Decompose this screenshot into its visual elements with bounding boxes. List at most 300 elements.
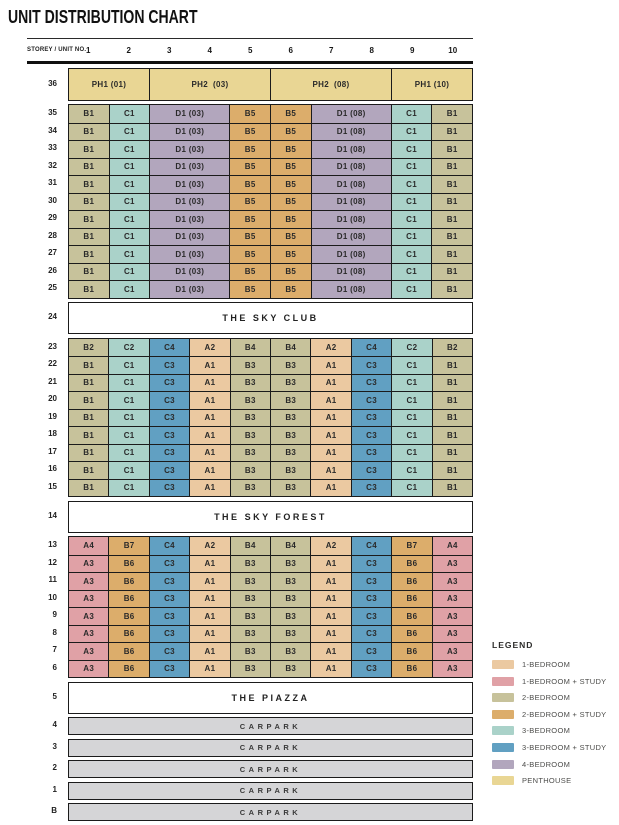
unit-cell: D1 (03)	[149, 159, 229, 176]
storey-group	[27, 717, 473, 735]
storey-label-column	[27, 760, 68, 778]
storey-group	[27, 536, 473, 678]
storey-label-column	[27, 302, 68, 334]
storey-label: 31	[48, 178, 57, 187]
unit-cell: B5	[229, 194, 270, 211]
unit-cell: C3	[149, 591, 189, 608]
unit-cell: B1	[69, 159, 109, 176]
unit-row	[69, 193, 472, 211]
unit-cell: A1	[189, 480, 229, 497]
unit-cell: A1	[189, 462, 229, 479]
unit-cell: C1	[109, 246, 150, 263]
unit-cell: C1	[391, 462, 431, 479]
legend-label: 3-BEDROOM + STUDY	[522, 742, 607, 752]
unit-cell: B3	[270, 626, 310, 643]
unit-cell: D1 (08)	[311, 124, 391, 141]
storey-label: 5	[52, 691, 57, 701]
unit-cell: C1	[109, 229, 150, 246]
unit-cell: D1 (08)	[311, 264, 391, 281]
unit-cell: B1	[432, 410, 472, 427]
unit-cell: C3	[149, 626, 189, 643]
unit-cell: A3	[432, 573, 472, 590]
storey-label: 23	[48, 341, 57, 351]
storey-group	[27, 803, 473, 821]
unit-cell: A1	[310, 556, 350, 573]
legend-title: LEGEND	[492, 640, 534, 650]
legend-swatch	[492, 743, 514, 752]
legend-swatch	[492, 660, 514, 669]
unit-cell: C3	[149, 410, 189, 427]
header-bottom-rule	[27, 61, 473, 64]
unit-row	[69, 660, 472, 678]
unit-cell: A1	[189, 392, 229, 409]
rows-container	[27, 68, 473, 822]
column-header: 1	[86, 45, 91, 55]
storey-label: 13	[48, 540, 57, 549]
unit-cell: A1	[310, 445, 350, 462]
unit-row	[69, 158, 472, 176]
column-header: 2	[126, 45, 131, 55]
unit-cell: B1	[69, 194, 109, 211]
unit-cell: A3	[69, 573, 108, 590]
unit-cell: C3	[351, 375, 391, 392]
storey-label: 2	[52, 763, 57, 772]
unit-cell: B5	[229, 176, 270, 193]
legend-swatch	[492, 710, 514, 719]
unit-row	[69, 69, 472, 100]
storey-label: 12	[48, 557, 57, 567]
unit-cell: PH1 (01)	[69, 69, 149, 100]
storey-group	[27, 760, 473, 778]
legend-label: 2-BEDROOM + STUDY	[522, 709, 607, 719]
unit-cell: A1	[189, 661, 229, 678]
storey-label: 4	[52, 720, 57, 729]
unit-cell: C1	[109, 281, 150, 298]
legend-items	[492, 660, 619, 785]
unit-row	[69, 105, 472, 123]
unit-cell: B1	[69, 357, 108, 374]
unit-cell: A3	[69, 661, 108, 678]
legend-label: PENTHOUSE	[522, 776, 572, 786]
unit-row	[69, 123, 472, 141]
storey-label: 14	[48, 510, 57, 520]
unit-row	[69, 642, 472, 660]
unit-cell: A3	[432, 556, 472, 573]
unit-cell: C1	[108, 462, 148, 479]
unit-cell: D1 (08)	[311, 105, 391, 123]
unit-cell: D1 (08)	[311, 281, 391, 298]
legend-label: 1-BEDROOM + STUDY	[522, 676, 607, 686]
unit-row	[69, 607, 472, 625]
unit-cell: C4	[351, 339, 391, 357]
storey-label: 1	[52, 784, 57, 794]
unit-area	[68, 68, 473, 101]
unit-cell: C3	[149, 375, 189, 392]
unit-cell: B3	[270, 392, 310, 409]
unit-row	[69, 210, 472, 228]
header-columns	[68, 46, 473, 55]
unit-cell: A1	[310, 608, 350, 625]
unit-cell: B1	[69, 392, 108, 409]
unit-cell: C1	[391, 445, 431, 462]
unit-cell: C1	[391, 211, 432, 228]
unit-cell: D1 (03)	[149, 281, 229, 298]
unit-cell: C3	[351, 445, 391, 462]
unit-cell: A3	[432, 591, 472, 608]
unit-row	[69, 572, 472, 590]
unit-cell: B1	[432, 427, 472, 444]
unit-cell: A3	[432, 626, 472, 643]
storey-label: 28	[48, 230, 57, 240]
legend-item	[492, 677, 619, 686]
unit-cell: C3	[149, 427, 189, 444]
unit-area	[68, 338, 473, 498]
unit-row	[69, 263, 472, 281]
unit-cell: B6	[391, 626, 431, 643]
storey-label: 27	[48, 248, 57, 257]
storey-label: 30	[48, 195, 57, 205]
unit-area	[68, 302, 473, 334]
legend-item	[492, 776, 619, 785]
column-header: 8	[369, 45, 374, 55]
unit-cell: A1	[310, 427, 350, 444]
unit-cell: B1	[431, 124, 472, 141]
unit-cell: D1 (03)	[149, 141, 229, 158]
unit-cell: B3	[230, 573, 270, 590]
unit-cell: B2	[432, 339, 472, 357]
unit-cell: B3	[270, 608, 310, 625]
unit-cell: A2	[310, 339, 350, 357]
unit-cell: B2	[69, 339, 108, 357]
unit-cell: B3	[230, 626, 270, 643]
unit-cell: B3	[230, 643, 270, 660]
storey-label-column	[27, 536, 68, 678]
unit-row	[69, 280, 472, 298]
unit-cell: B5	[270, 141, 311, 158]
carpark-row: CARPARK	[69, 718, 472, 734]
unit-cell: D1 (03)	[149, 246, 229, 263]
unit-cell: A3	[432, 608, 472, 625]
unit-cell: C4	[351, 537, 391, 555]
unit-cell: C3	[351, 608, 391, 625]
unit-cell: A1	[310, 661, 350, 678]
unit-cell: B1	[431, 159, 472, 176]
legend-item	[492, 693, 619, 702]
unit-row	[69, 409, 472, 427]
unit-cell: B1	[431, 229, 472, 246]
unit-cell: A2	[310, 537, 350, 555]
unit-cell: C3	[351, 427, 391, 444]
storey-label: 17	[48, 446, 57, 456]
unit-cell: C3	[351, 661, 391, 678]
column-header: 5	[248, 45, 253, 55]
storey-label-column	[27, 782, 68, 800]
unit-cell: A4	[69, 537, 108, 555]
unit-cell: B3	[230, 591, 270, 608]
unit-row	[69, 461, 472, 479]
unit-row	[69, 426, 472, 444]
unit-cell: PH1 (10)	[391, 69, 472, 100]
unit-cell: C1	[391, 281, 432, 298]
unit-row	[69, 339, 472, 357]
unit-cell: D1 (08)	[311, 176, 391, 193]
storey-label: 19	[48, 411, 57, 421]
column-header: 7	[329, 45, 334, 55]
unit-row	[69, 590, 472, 608]
unit-cell: C3	[351, 357, 391, 374]
unit-cell: B5	[229, 229, 270, 246]
unit-cell: B3	[270, 462, 310, 479]
unit-cell: C3	[149, 556, 189, 573]
storey-label: 26	[48, 265, 57, 275]
unit-row	[69, 245, 472, 263]
unit-cell: B3	[270, 573, 310, 590]
storey-group	[27, 739, 473, 757]
unit-cell: C1	[391, 264, 432, 281]
unit-distribution-chart	[27, 38, 473, 825]
unit-cell: B7	[108, 537, 148, 555]
unit-area	[68, 803, 473, 821]
unit-area	[68, 717, 473, 735]
unit-cell: A1	[310, 375, 350, 392]
unit-cell: B3	[270, 427, 310, 444]
unit-cell: C3	[149, 573, 189, 590]
unit-cell: C3	[351, 462, 391, 479]
unit-cell: B1	[431, 105, 472, 123]
page-title: UNIT DISTRIBUTION CHART	[8, 7, 198, 27]
unit-row	[69, 479, 472, 497]
unit-cell: A1	[189, 626, 229, 643]
section-row: THE SKY CLUB	[69, 303, 472, 333]
unit-cell: A1	[189, 573, 229, 590]
unit-cell: B1	[69, 176, 109, 193]
storey-label-column	[27, 682, 68, 714]
unit-cell: D1 (03)	[149, 124, 229, 141]
storey-label: 15	[48, 481, 57, 491]
unit-cell: C1	[108, 392, 148, 409]
unit-cell: B1	[431, 264, 472, 281]
unit-cell: D1 (03)	[149, 211, 229, 228]
unit-cell: B1	[431, 194, 472, 211]
unit-cell: A1	[310, 573, 350, 590]
unit-cell: B3	[270, 556, 310, 573]
unit-cell: C1	[391, 194, 432, 211]
storey-label: 21	[48, 376, 57, 386]
section-row: THE PIAZZA	[69, 683, 472, 713]
storey-label: 33	[48, 143, 57, 152]
unit-row	[69, 391, 472, 409]
unit-cell: D1 (08)	[311, 229, 391, 246]
unit-cell: B3	[230, 410, 270, 427]
storey-group	[27, 104, 473, 299]
unit-cell: B5	[270, 124, 311, 141]
unit-cell: A3	[69, 591, 108, 608]
unit-cell: A1	[310, 626, 350, 643]
storey-label: 16	[48, 464, 57, 473]
unit-cell: C1	[391, 392, 431, 409]
unit-cell: C1	[391, 427, 431, 444]
unit-cell: B5	[229, 141, 270, 158]
unit-cell: B6	[108, 556, 148, 573]
unit-cell: C1	[109, 159, 150, 176]
unit-cell: B1	[431, 211, 472, 228]
unit-cell: A1	[189, 608, 229, 625]
unit-cell: B1	[69, 124, 109, 141]
legend-item	[492, 726, 619, 735]
unit-cell: B6	[391, 608, 431, 625]
header-row	[27, 39, 473, 61]
legend-swatch	[492, 776, 514, 785]
storey-label: 20	[48, 394, 57, 403]
unit-cell: B4	[230, 339, 270, 357]
unit-cell: C1	[108, 357, 148, 374]
unit-cell: B1	[69, 105, 109, 123]
unit-cell: C1	[391, 141, 432, 158]
storey-label-column	[27, 338, 68, 498]
storey-label: 32	[48, 160, 57, 170]
unit-cell: B1	[69, 229, 109, 246]
unit-cell: B5	[270, 105, 311, 123]
unit-cell: A3	[69, 556, 108, 573]
unit-cell: B5	[270, 176, 311, 193]
section-row: THE SKY FOREST	[69, 502, 472, 532]
unit-cell: C3	[351, 591, 391, 608]
unit-cell: B4	[270, 339, 310, 357]
unit-cell: C1	[391, 357, 431, 374]
unit-cell: B1	[431, 176, 472, 193]
unit-area	[68, 104, 473, 299]
unit-cell: A1	[310, 591, 350, 608]
unit-cell: D1 (08)	[311, 246, 391, 263]
unit-cell: B1	[69, 462, 108, 479]
unit-cell: B5	[229, 159, 270, 176]
unit-cell: B3	[230, 445, 270, 462]
storey-label: 6	[52, 662, 57, 672]
unit-cell: B1	[69, 410, 108, 427]
unit-cell: B1	[69, 246, 109, 263]
unit-cell: C4	[149, 339, 189, 357]
unit-cell: B5	[229, 211, 270, 228]
unit-cell: B1	[432, 392, 472, 409]
unit-cell: B6	[391, 591, 431, 608]
unit-cell: B5	[229, 281, 270, 298]
legend-swatch	[492, 760, 514, 769]
unit-cell: A1	[189, 556, 229, 573]
unit-cell: C1	[391, 375, 431, 392]
unit-cell: B6	[108, 643, 148, 660]
unit-row	[69, 175, 472, 193]
storey-group	[27, 68, 473, 101]
unit-cell: B3	[270, 591, 310, 608]
unit-cell: B1	[431, 281, 472, 298]
unit-cell: C1	[391, 124, 432, 141]
unit-cell: C1	[391, 105, 432, 123]
storey-unit-no-label: STOREY / UNIT NO.	[27, 47, 87, 53]
storey-group	[27, 338, 473, 498]
legend-label: 2-BEDROOM	[522, 693, 571, 703]
unit-cell: A1	[310, 357, 350, 374]
storey-label: 3	[52, 741, 57, 751]
legend-item	[492, 743, 619, 752]
unit-cell: B3	[230, 661, 270, 678]
unit-cell: B3	[270, 643, 310, 660]
unit-cell: B3	[230, 480, 270, 497]
unit-cell: D1 (08)	[311, 141, 391, 158]
unit-cell: B5	[270, 194, 311, 211]
unit-cell: B1	[432, 445, 472, 462]
legend-swatch	[492, 693, 514, 702]
unit-cell: C3	[351, 573, 391, 590]
unit-cell: B6	[391, 661, 431, 678]
unit-cell: C1	[109, 105, 150, 123]
unit-cell: A3	[432, 643, 472, 660]
unit-cell: B6	[391, 556, 431, 573]
storey-label: 9	[52, 610, 57, 619]
unit-cell: C1	[108, 375, 148, 392]
storey-label-column	[27, 717, 68, 735]
column-header: 10	[448, 45, 458, 55]
unit-cell: B3	[270, 357, 310, 374]
unit-cell: B6	[108, 608, 148, 625]
unit-cell: C1	[109, 176, 150, 193]
storey-label: B	[51, 806, 57, 815]
unit-row	[69, 140, 472, 158]
storey-label: 24	[48, 312, 57, 321]
storey-label: 10	[48, 592, 57, 602]
unit-cell: A3	[69, 608, 108, 625]
unit-cell: A1	[310, 480, 350, 497]
unit-cell: B6	[108, 573, 148, 590]
unit-area	[68, 760, 473, 778]
unit-cell: B4	[230, 537, 270, 555]
storey-label-column	[27, 104, 68, 299]
unit-cell: A2	[189, 537, 229, 555]
unit-cell: B1	[431, 141, 472, 158]
unit-cell: C3	[149, 445, 189, 462]
storey-label: 25	[48, 283, 57, 292]
unit-cell: C3	[351, 643, 391, 660]
unit-area	[68, 782, 473, 800]
storey-group	[27, 501, 473, 533]
unit-cell: B4	[270, 537, 310, 555]
column-header: 6	[288, 45, 293, 55]
unit-cell: B1	[69, 427, 108, 444]
unit-cell: C3	[149, 480, 189, 497]
unit-cell: C1	[109, 264, 150, 281]
unit-cell: A1	[189, 410, 229, 427]
unit-cell: B1	[69, 141, 109, 158]
unit-cell: D1 (08)	[311, 211, 391, 228]
unit-cell: B3	[270, 375, 310, 392]
carpark-row: CARPARK	[69, 783, 472, 799]
legend-item	[492, 660, 619, 669]
unit-cell: B3	[270, 661, 310, 678]
storey-label-column	[27, 739, 68, 757]
unit-cell: B3	[270, 410, 310, 427]
unit-cell: A1	[189, 357, 229, 374]
unit-cell: B1	[69, 445, 108, 462]
carpark-row: CARPARK	[69, 740, 472, 756]
unit-cell: A1	[310, 462, 350, 479]
unit-cell: C1	[109, 194, 150, 211]
unit-cell: B5	[229, 124, 270, 141]
unit-row	[69, 555, 472, 573]
unit-cell: B5	[270, 211, 311, 228]
legend-label: 1-BEDROOM	[522, 660, 571, 669]
unit-cell: D1 (03)	[149, 105, 229, 123]
unit-cell: A1	[189, 591, 229, 608]
unit-cell: C1	[109, 141, 150, 158]
